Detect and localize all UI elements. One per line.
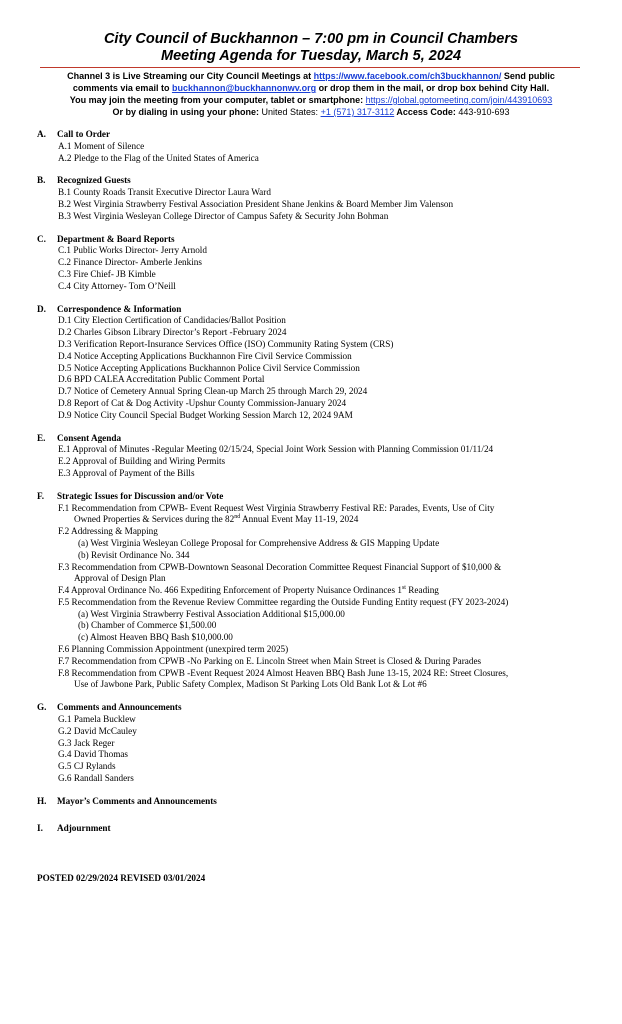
phone-link[interactable]: +1 (571) 317-3112 — [320, 107, 395, 117]
sub-item: (b) Revisit Ordinance No. 344 — [78, 549, 190, 560]
title-divider — [40, 67, 580, 68]
section-title: Comments and Announcements — [57, 702, 182, 713]
section-g: G. Comments and Announcements G.1 Pamela Bucklew G.2 David McCauley G.3 Jack Reger G.4 David Thomas G.5 CJ Rylands G.6 Randall Sanders — [37, 702, 597, 785]
list-item: F.1 Recommendation from CPWB- Event Request West Virginia Strawberry Festival RE: Parades, Events, Use of City — [58, 502, 495, 513]
list-item: G.2 David McCauley — [58, 725, 137, 736]
section-b: B. Recognized Guests B.1 County Roads Transit Executive Director Laura Ward B.2 West Virginia Strawberry Festival Association President Shane Jenkins & Board Member Jim Valenson B.3 West Virginia Wesleyan College Director of Campus Safety & Security John Bohman — [37, 175, 597, 222]
section-title: Recognized Guests — [57, 175, 131, 186]
list-item: F.5 Recommendation from the Revenue Review Committee regarding the Outside Funding Entity request (FY 2023-2024) — [58, 596, 509, 607]
section-d: D. Correspondence & Information D.1 City Election Certification of Candidacies/Ballot Position D.2 Charles Gibson Library Director’s Report -February 2024 D.3 Verification Report-Insurance Services Office (ISO) Community Rating System (CRS) D.4 Notice Accepting Applications Buckhannon Fire Civil Service Commission D.5 Notice Accepting Applications Buckhannon Police Civil Service Commission D.6 BPD CALEA Accreditation Public Comment Portal D.7 Notice of Cemetery Annual Spring Clean-up March 25 through March 29, 2024 D.8 Report of Cat & Dog Activity -Upshur County Commission-January 2024 D.9 Notice City Council Special Budget Working Session March 12, 2024 9AM — [37, 304, 597, 422]
list-item: D.5 Notice Accepting Applications Buckhannon Police Civil Service Commission — [58, 362, 360, 373]
list-item: F.2 Addressing & Mapping — [58, 526, 158, 537]
list-item: D.1 City Election Certification of Candidacies/Ballot Position — [58, 315, 286, 326]
section-e: E. Consent Agenda E.1 Approval of Minutes -Regular Meeting 02/15/24, Special Joint Work Session with Planning Commission 01/11/24 E.2 Approval of Building and Wiring Permits E.3 Approval of Payment of the Bills — [37, 433, 597, 480]
posted-date: POSTED 02/29/2024 REVISED 03/01/2024 — [37, 873, 206, 883]
section-title: Consent Agenda — [57, 432, 122, 443]
section-title: Strategic Issues for Discussion and/or Vote — [57, 490, 224, 501]
dial-line: Or by dialing in using your phone: United States: +1 (571) 317-3112 Access Code: 443-910-693 — [112, 107, 510, 117]
list-item: C.3 Fire Chief- JB Kimble — [58, 268, 156, 279]
facebook-link[interactable]: https://www.facebook.com/ch3buckhannon/ — [313, 71, 502, 81]
list-item: B.3 West Virginia Wesleyan College Director of Campus Safety & Security John Bohman — [58, 210, 389, 221]
list-item: A.2 Pledge to the Flag of the United States of America — [58, 152, 259, 163]
email-line: comments via email to buckhannon@buckhannonwv.org or drop them in the mail, or drop box behind City Hall. — [72, 83, 550, 93]
page-subtitle: Meeting Agenda for Tuesday, March 5, 2024 — [160, 48, 462, 64]
section-title: Adjournment — [57, 822, 111, 833]
list-item: D.4 Notice Accepting Applications Buckhannon Fire Civil Service Commission — [58, 350, 352, 361]
list-item: G.5 CJ Rylands — [58, 761, 116, 772]
list-item-continuation: Use of Jawbone Park, Public Safety Complex, Madison St Parking Lots Old Bank Lot & Lot #6 — [74, 679, 427, 690]
section-i: I. Adjournment — [37, 822, 111, 833]
list-item: G.3 Jack Reger — [58, 737, 115, 748]
gotomeeting-link[interactable]: https://global.gotomeeting.com/join/443910693 — [365, 95, 553, 105]
list-item: G.1 Pamela Bucklew — [58, 714, 136, 725]
list-item: C.4 City Attorney- Tom O’Neill — [58, 280, 176, 291]
list-item-continuation: Approval of Design Plan — [74, 573, 166, 584]
list-item: C.2 Finance Director- Amberle Jenkins — [58, 257, 202, 268]
list-item: F.6 Planning Commission Appointment (unexpired term 2025) — [58, 644, 289, 655]
sub-item: (c) Almost Heaven BBQ Bash $10,000.00 — [78, 632, 233, 643]
list-item: F.7 Recommendation from CPWB -No Parking on E. Lincoln Street when Main Street is Closed & During Parades — [58, 655, 482, 666]
page-title: City Council of Buckhannon – 7:00 pm in Council Chambers — [103, 31, 519, 47]
livestream-line: Channel 3 is Live Streaming our City Council Meetings at https://www.facebook.com/ch3buckhannon/ Send public — [67, 71, 555, 81]
agenda-list — [37, 129, 597, 834]
sub-item: (a) West Virginia Strawberry Festival Association Additional $15,000.00 — [78, 608, 345, 619]
list-item: B.1 County Roads Transit Executive Director Laura Ward — [58, 187, 271, 198]
list-item: B.2 West Virginia Strawberry Festival Association President Shane Jenkins & Board Member Jim Valenson — [58, 198, 454, 209]
list-item: A.1 Moment of Silence — [58, 140, 145, 151]
sub-item: (a) West Virginia Wesleyan College Proposal for Comprehensive Address & GIS Mapping Update — [78, 537, 440, 548]
list-item: E.1 Approval of Minutes -Regular Meeting 02/15/24, Special Joint Work Session with Planning Commission 01/11/24 — [58, 444, 494, 455]
section-c: C. Department & Board Reports C.1 Public Works Director- Jerry Arnold C.2 Finance Director- Amberle Jenkins C.3 Fire Chief- JB Kimble C.4 City Attorney- Tom O’Neill — [37, 234, 597, 293]
section-f: F. Strategic Issues for Discussion and/or Vote F.1 Recommendation from CPWB- Event Request West Virginia Strawberry Festival RE: Parades, Events, Use of City Owned Properties & Services during the 82nd Annual Event May 11-19, 2024 F.2 Addressing & Mapping (a) West Virginia Wesleyan College Proposal for Comprehensive Address & GIS Mapping Update (b) Revisit Ordinance No. 344 F.3 Recommendation from CPWB-Downtown Seasonal Decoration Committee Request Financial Support of $10,000 & Approval of Design Plan F.4 Approval Ordinance No. 466 Expediting Enforcement of Property Nuisance Ordinances 1st Reading F.5 Recommendation from the Revenue Review Committee regarding the Outside Funding Entity request (FY 2023-2024) (a) West Virginia Strawberry Festival Association Additional $15,000.00 (b) Chamber of Commerce $1,500.00 (c) Almost Heaven BBQ Bash $10,000.00 F.6 Planning Commission Appointment (unexpired term 2025) F.7 Recommendation from CPWB -No Parking on E. Lincoln Street when Main Street is Closed & During Parades F.8 Recommendation from CPWB -Event Request 2024 Almost Heaven BBQ Bash June 13-15, 2024 RE: Street Closures, Use of Jawbone Park, Public Safety Complex, Madison St Parking Lots Old Bank Lot & Lot #6 — [37, 491, 597, 692]
email-link[interactable]: buckhannon@buckhannonwv.org — [171, 83, 317, 93]
list-item: E.3 Approval of Payment of the Bills — [58, 467, 195, 478]
list-item: E.2 Approval of Building and Wiring Permits — [58, 456, 226, 467]
section-title: Mayor’s Comments and Announcements — [57, 795, 217, 806]
section-h: H. Mayor’s Comments and Announcements — [37, 795, 217, 806]
join-line: You may join the meeting from your computer, tablet or smartphone: https://global.gotomeeting.com/join/443910693 — [69, 95, 553, 105]
list-item: D.2 Charles Gibson Library Director’s Report -February 2024 — [58, 327, 287, 338]
section-title: Department & Board Reports — [57, 233, 175, 244]
section-title: Correspondence & Information — [57, 303, 182, 314]
list-item: D.6 BPD CALEA Accreditation Public Comment Portal — [58, 374, 265, 385]
list-item: C.1 Public Works Director- Jerry Arnold — [58, 245, 207, 256]
list-item: F.8 Recommendation from CPWB -Event Request 2024 Almost Heaven BBQ Bash June 13-15, 2024 RE: Street Closures, — [58, 667, 509, 678]
sub-item: (b) Chamber of Commerce $1,500.00 — [78, 620, 217, 631]
list-item: G.6 Randall Sanders — [58, 773, 134, 784]
list-item: D.8 Report of Cat & Dog Activity -Upshur County Commission-January 2024 — [58, 397, 347, 408]
list-item: D.3 Verification Report-Insurance Services Office (ISO) Community Rating System (CRS) — [58, 338, 394, 349]
list-item: F.4 Approval Ordinance No. 466 Expediting Enforcement of Property Nuisance Ordinances 1st Reading — [58, 585, 439, 596]
list-item: D.7 Notice of Cemetery Annual Spring Clean-up March 25 through March 29, 2024 — [58, 386, 368, 397]
section-title: Call to Order — [57, 129, 111, 139]
section-a: A. Call to Order A.1 Moment of Silence A.2 Pledge to the Flag of the United States of America — [37, 129, 597, 164]
list-item: G.4 David Thomas — [58, 749, 129, 760]
list-item: D.9 Notice City Council Special Budget Working Session March 12, 2024 9AM — [58, 409, 353, 420]
list-item-continuation: Owned Properties & Services during the 82nd Annual Event May 11-19, 2024 — [74, 514, 359, 525]
list-item: F.3 Recommendation from CPWB-Downtown Seasonal Decoration Committee Request Financial Support of $10,000 & — [58, 561, 502, 572]
